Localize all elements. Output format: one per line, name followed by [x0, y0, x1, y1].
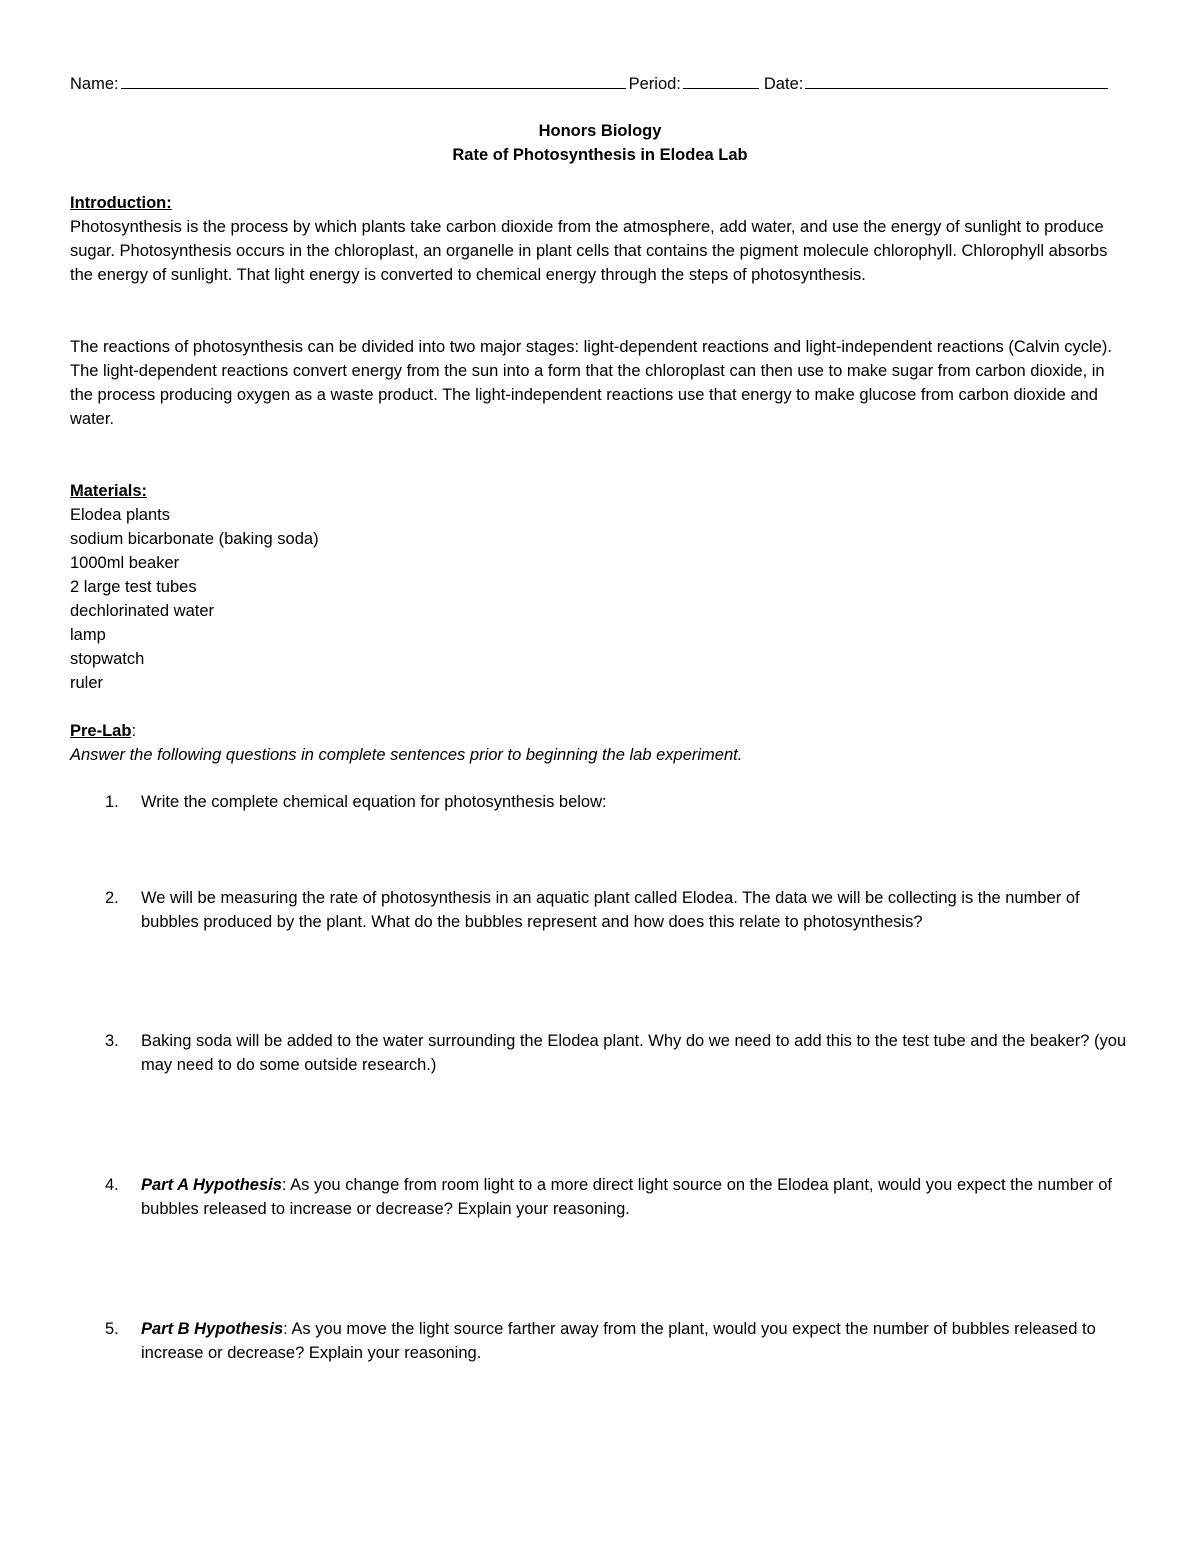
introduction-section: [70, 191, 1130, 287]
materials-section: [70, 479, 1130, 695]
question-number: 4.: [105, 1176, 119, 1194]
prelab-section: [70, 719, 1130, 767]
material-item: 2 large test tubes: [70, 578, 197, 596]
question-text: Baking soda will be added to the water surrounding the Elodea plant. Why do we need to add this to the test tube and the beaker? (you may need to do some outside research.): [141, 1032, 1127, 1074]
question-text: Part B Hypothesis: As you move the light source farther away from the plant, would you expect the number of bubbles released to increase or decrease? Explain your reasoning.: [141, 1320, 1096, 1362]
question-4: [105, 1173, 1130, 1221]
question-1: [105, 790, 1130, 814]
question-number: 5.: [105, 1320, 119, 1338]
introduction-paragraph-2: The reactions of photosynthesis can be divided into two major stages: light-dependent reactions and light-independent reactions (Calvin cycle). The light-dependent reactions convert energy from the sun into a form that the chloroplast can then use to make sugar from carbon dioxide, in the process producing oxygen as a waste product. The light-independent reactions use that energy to make glucose from carbon dioxide and water.: [70, 338, 1112, 428]
introduction-paragraph-2-block: [70, 335, 1130, 431]
material-item: stopwatch: [70, 650, 145, 668]
materials-heading: Materials:: [70, 482, 148, 500]
question-number: 2.: [105, 889, 119, 907]
lab-title: Rate of Photosynthesis in Elodea Lab: [452, 146, 748, 164]
material-item: Elodea plants: [70, 506, 170, 524]
date-blank[interactable]: [805, 72, 1108, 89]
prelab-heading: Pre-Lab: [70, 722, 132, 740]
question-3: [105, 1029, 1130, 1077]
question-text: We will be measuring the rate of photosynthesis in an aquatic plant called Elodea. The data we will be collecting is the number of bubbles produced by the plant. What do the bubbles represent and how does this relate to photosynthesis?: [141, 889, 1080, 931]
question-number: 3.: [105, 1032, 119, 1050]
period-blank[interactable]: [683, 72, 759, 89]
question-5: [105, 1317, 1130, 1365]
name-blank[interactable]: [121, 72, 626, 89]
course-title: Honors Biology: [538, 122, 662, 140]
material-item: lamp: [70, 626, 106, 644]
prelab-instruction: Answer the following questions in complete sentences prior to beginning the lab experiment.: [70, 746, 743, 764]
prelab-heading-colon: :: [131, 722, 137, 740]
name-label: Name:: [70, 75, 119, 93]
introduction-heading: Introduction:: [70, 194, 172, 212]
student-info-line: [70, 72, 1132, 96]
question-2: [105, 886, 1130, 934]
hypothesis-label: Part B Hypothesis: [141, 1320, 284, 1338]
date-label: Date:: [763, 75, 804, 93]
material-item: 1000ml beaker: [70, 554, 180, 572]
question-text: Part A Hypothesis: As you change from room light to a more direct light source on the Elodea plant, would you expect the number of bubbles released to increase or decrease? Explain your reasoning.: [141, 1176, 1112, 1218]
material-item: sodium bicarbonate (baking soda): [70, 530, 319, 548]
introduction-paragraph-1: Photosynthesis is the process by which plants take carbon dioxide from the atmosphere, add water, and use the energy of sunlight to produce sugar. Photosynthesis occurs in the chloroplast, an organelle in plant cells that contains the pigment molecule chlorophyll. Chlorophyll absorbs the energy of sunlight. That light energy is converted to chemical energy through the steps of photosynthesis.: [70, 218, 1108, 284]
hypothesis-label: Part A Hypothesis: [141, 1176, 282, 1194]
material-item: ruler: [70, 674, 104, 692]
material-item: dechlorinated water: [70, 602, 215, 620]
question-text: Write the complete chemical equation for photosynthesis below:: [141, 793, 607, 811]
period-label: Period:: [628, 75, 681, 93]
question-number: 1.: [105, 793, 119, 811]
